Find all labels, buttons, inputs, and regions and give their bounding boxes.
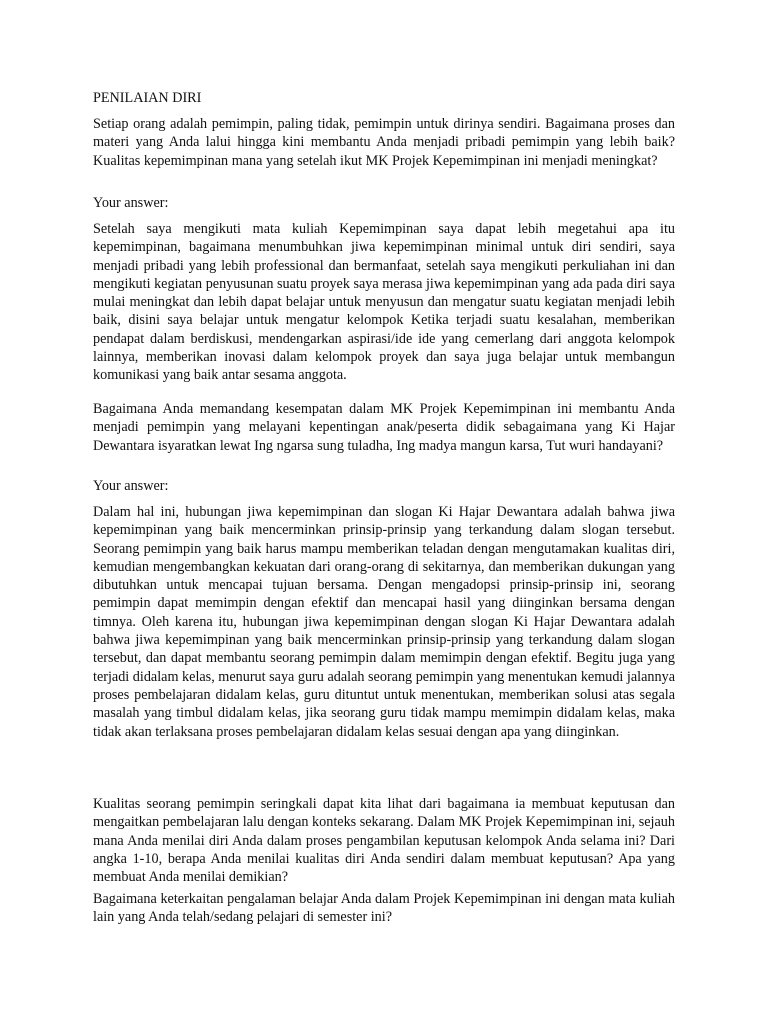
question-1: Setiap orang adalah pemimpin, paling tidak, pemimpin untuk dirinya sendiri. Bagaimana proses dan materi yang Anda lalui hingga kini membantu Anda menjadi pribadi pemimpin yang lebih baik? Kualitas kepemimpinan mana yang setelah ikut MK Projek Kepemimpinan ini menjadi meningkat? xyxy=(93,116,675,169)
document-title: PENILAIAN DIRI xyxy=(93,90,202,106)
answer-label-2: Your answer: xyxy=(93,478,169,494)
answer-label-1: Your answer: xyxy=(93,195,169,211)
answer-1: Setelah saya mengikuti mata kuliah Kepemimpinan saya dapat lebih megetahui apa itu kepemimpinan, bagaimana menumbuhkan jiwa kepemimpinan minimal untuk diri sendiri, saya menjadi pribadi yang lebih professional dan bermanfaat, setelah saya mengikuti perkuliahan ini dan mengikuti kegiatan penyusunan suatu proyek saya merasa jiwa kepemimpinan yang ada pada diri saya mulai meningkat dan lebih dapat belajar untuk menyusun dan mengatur suatu kegiatan menjadi lebih baik, disini saya belajar untuk mengatur kelompok Ketika terjadi suatu kesalahan, memberikan pendapat dalam berdiskusi, mendengarkan aspirasi/ide ide yang cemerlang dari anggota kelompok lainnya, memberikan inovasi dalam kelompok proyek dan saya juga belajar untuk membangun komunikasi yang baik antar sesama anggota. xyxy=(93,221,675,384)
question-2: Bagaimana Anda memandang kesempatan dalam MK Projek Kepemimpinan ini membantu Anda menjadi pemimpin yang melayani kepentingan anak/peserta didik sebagaimana yang Ki Hajar Dewantara isyaratkan lewat Ing ngarsa sung tuladha, Ing madya mangun karsa, Tut wuri handayani? xyxy=(93,401,675,454)
question-3: Kualitas seorang pemimpin seringkali dapat kita lihat dari bagaimana ia membuat keputusan dan mengaitkan pembelajaran lalu dengan konteks sekarang. Dalam MK Projek Kepemimpinan ini, sejauh mana Anda menilai diri Anda dalam proses pengambilan keputusan kelompok Anda selama ini? Dari angka 1-10, berapa Anda menilai kualitas diri Anda sendiri dalam membuat keputusan? Apa yang membuat Anda menilai demikian? xyxy=(93,796,675,886)
question-4: Bagaimana keterkaitan pengalaman belajar Anda dalam Projek Kepemimpinan ini dengan mata kuliah lain yang Anda telah/sedang pelajari di semester ini? xyxy=(93,891,675,926)
answer-2: Dalam hal ini, hubungan jiwa kepemimpinan dan slogan Ki Hajar Dewantara adalah bahwa jiwa kepemimpinan yang baik mencerminkan prinsip-prinsip yang terkandung dalam slogan tersebut. Seorang pemimpin yang baik harus mampu memberikan teladan dengan mengutamakan kualitas diri, kemudian mengembangkan kekuatan dari orang-orang di sekitarnya, dan memberikan dukungan yang dibutuhkan untuk mencapai tujuan bersama. Dengan mengadopsi prinsip-prinsip ini, seorang pemimpin dapat memimpin dengan efektif dan mencapai hasil yang diinginkan bersama dengan timnya. Oleh karena itu, hubungan jiwa kepemimpinan dengan slogan Ki Hajar Dewantara adalah bahwa jiwa kepemimpinan yang baik mencerminkan prinsip-prinsip yang terkandung dalam slogan tersebut, dan dapat membantu seorang pemimpin dalam memimpin dengan efektif. Begitu juga yang terjadi didalam kelas, menurut saya guru adalah seorang pemimpin yang menentukan kemudi jalannya proses pembelajaran didalam kelas, guru dituntut untuk menentukan, memberikan solusi atas segala masalah yang timbul didalam kelas, jika seorang guru tidak mampu memimpin didalam kelas, maka tidak akan terlaksana proses pembelajaran didalam kelas sesuai dengan apa yang diinginkan. xyxy=(93,504,675,740)
